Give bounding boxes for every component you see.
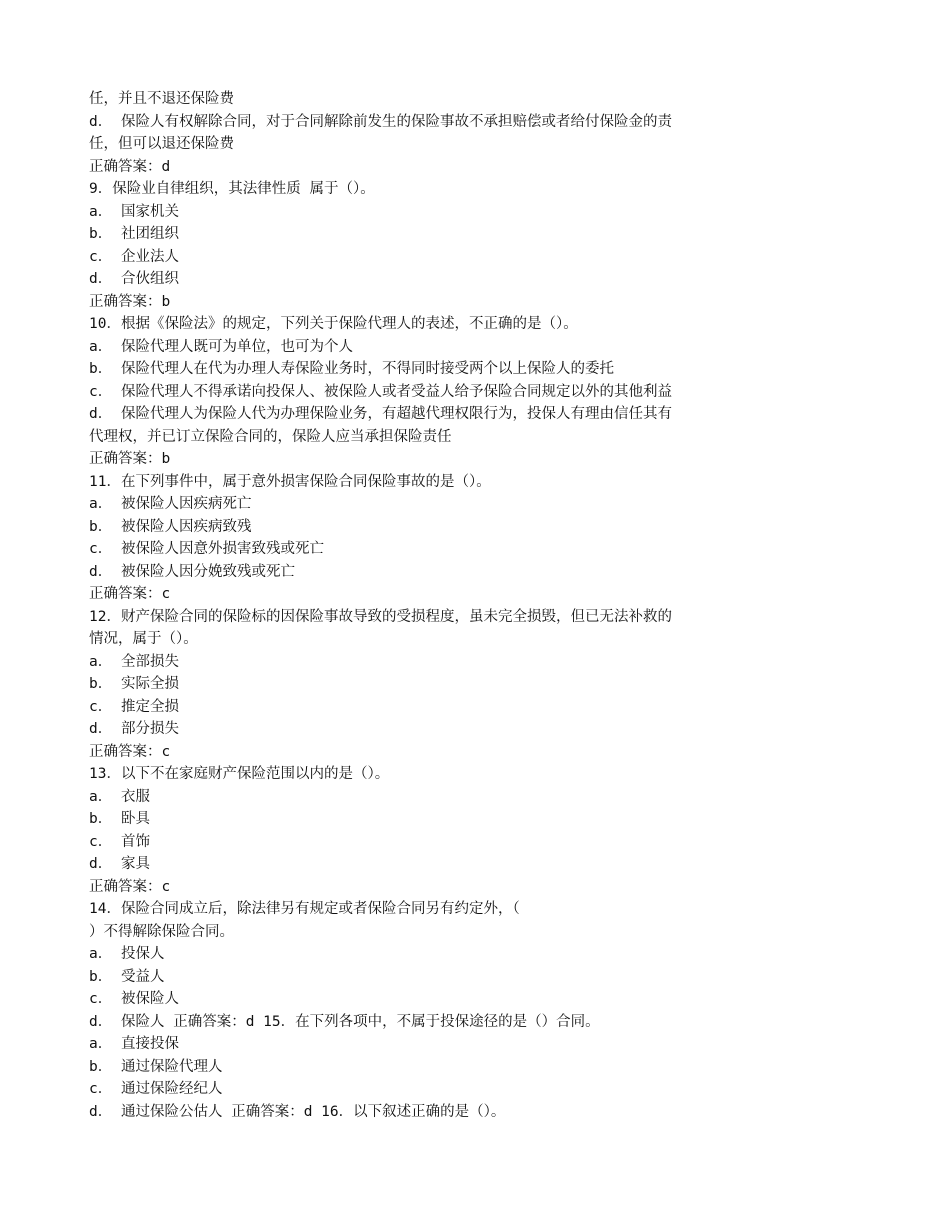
text-line: a． 衣服 bbox=[89, 788, 150, 805]
text-line: c． 被保险人因意外损害致残或死亡 bbox=[89, 541, 324, 557]
text-line: b． 卧具 bbox=[89, 811, 150, 827]
text-line: b． 通过保险代理人 bbox=[89, 1058, 223, 1075]
text-line: b． 保险代理人在代为办理人寿保险业务时，不得同时接受两个以上保险人的委托 bbox=[89, 361, 614, 377]
text-line: a． 直接投保 bbox=[89, 1036, 179, 1052]
text-line: 正确答案：c bbox=[89, 743, 171, 760]
text-line: 任，并且不退还保险费 bbox=[89, 91, 234, 107]
text-line: d． 家具 bbox=[89, 856, 150, 872]
text-line: 14．保险合同成立后，除法律另有规定或者保险合同另有约定外，（ bbox=[89, 901, 520, 917]
text-line: 13．以下不在家庭财产保险范围以内的是（）。 bbox=[89, 766, 390, 782]
text-line: 正确答案：d bbox=[89, 158, 171, 175]
text-line: 9．保险业自律组织，其法律性质 属于（）。 bbox=[89, 181, 375, 197]
text-line: d． 保险人 正确答案：d 15．在下列各项中，不属于投保途径的是（）合同。 bbox=[89, 1013, 600, 1030]
text-line: b． 社团组织 bbox=[89, 226, 179, 242]
text-line: 任，但可以退还保险费 bbox=[89, 136, 234, 152]
text-line: c． 通过保险经纪人 bbox=[89, 1081, 223, 1097]
text-line: 10．根据《保险法》的规定，下列关于保险代理人的表述，不正确的是（）。 bbox=[89, 316, 578, 332]
text-line: c． 保险代理人不得承诺向投保人、被保险人或者受益人给予保险合同规定以外的其他利益 bbox=[89, 383, 672, 400]
text-line: b． 实际全损 bbox=[89, 676, 179, 692]
text-line: a． 投保人 bbox=[89, 946, 165, 962]
text-line: a． 保险代理人既可为单位，也可为个人 bbox=[89, 338, 353, 355]
text-line: 正确答案：b bbox=[89, 293, 171, 310]
text-line: 正确答案：c bbox=[89, 586, 171, 602]
text-line: c． 企业法人 bbox=[89, 248, 179, 265]
text-line: 正确答案：c bbox=[89, 878, 171, 895]
text-line: b． 被保险人因疾病致残 bbox=[89, 518, 252, 535]
text-line: 代理权，并已订立保险合同的，保险人应当承担保险责任 bbox=[89, 428, 452, 445]
text-line: b． 受益人 bbox=[89, 968, 165, 985]
text-line: c． 首饰 bbox=[89, 833, 150, 850]
text-line: a． 全部损失 bbox=[89, 653, 179, 670]
document-body bbox=[89, 88, 759, 1123]
text-line: 11．在下列事件中，属于意外损害保险合同保险事故的是（）。 bbox=[89, 473, 491, 490]
text-line: ）不得解除保险合同。 bbox=[89, 923, 234, 940]
text-line: 正确答案：b bbox=[89, 451, 171, 467]
text-line: 12．财产保险合同的保险标的因保险事故导致的受损程度，虽未完全损毁，但已无法补救的 bbox=[89, 608, 672, 625]
text-line: a． 被保险人因疾病死亡 bbox=[89, 496, 252, 512]
text-line: d． 通过保险公估人 正确答案：d 16．以下叙述正确的是（）。 bbox=[89, 1103, 506, 1120]
text-line: c． 推定全损 bbox=[89, 698, 179, 715]
text-line: d． 保险代理人为保险人代为办理保险业务，有超越代理权限行为，投保人有理由信任其有 bbox=[89, 406, 672, 422]
text-line: d． 被保险人因分娩致残或死亡 bbox=[89, 563, 295, 580]
text-line: 情况，属于（）。 bbox=[89, 631, 198, 647]
text-line: d． 合伙组织 bbox=[89, 271, 179, 287]
text-line: a． 国家机关 bbox=[89, 203, 179, 220]
text-line: d． 保险人有权解除合同，对于合同解除前发生的保险事故不承担赔偿或者给付保险金的责 bbox=[89, 113, 672, 130]
text-line: c． 被保险人 bbox=[89, 991, 179, 1007]
text-line: d． 部分损失 bbox=[89, 721, 179, 737]
